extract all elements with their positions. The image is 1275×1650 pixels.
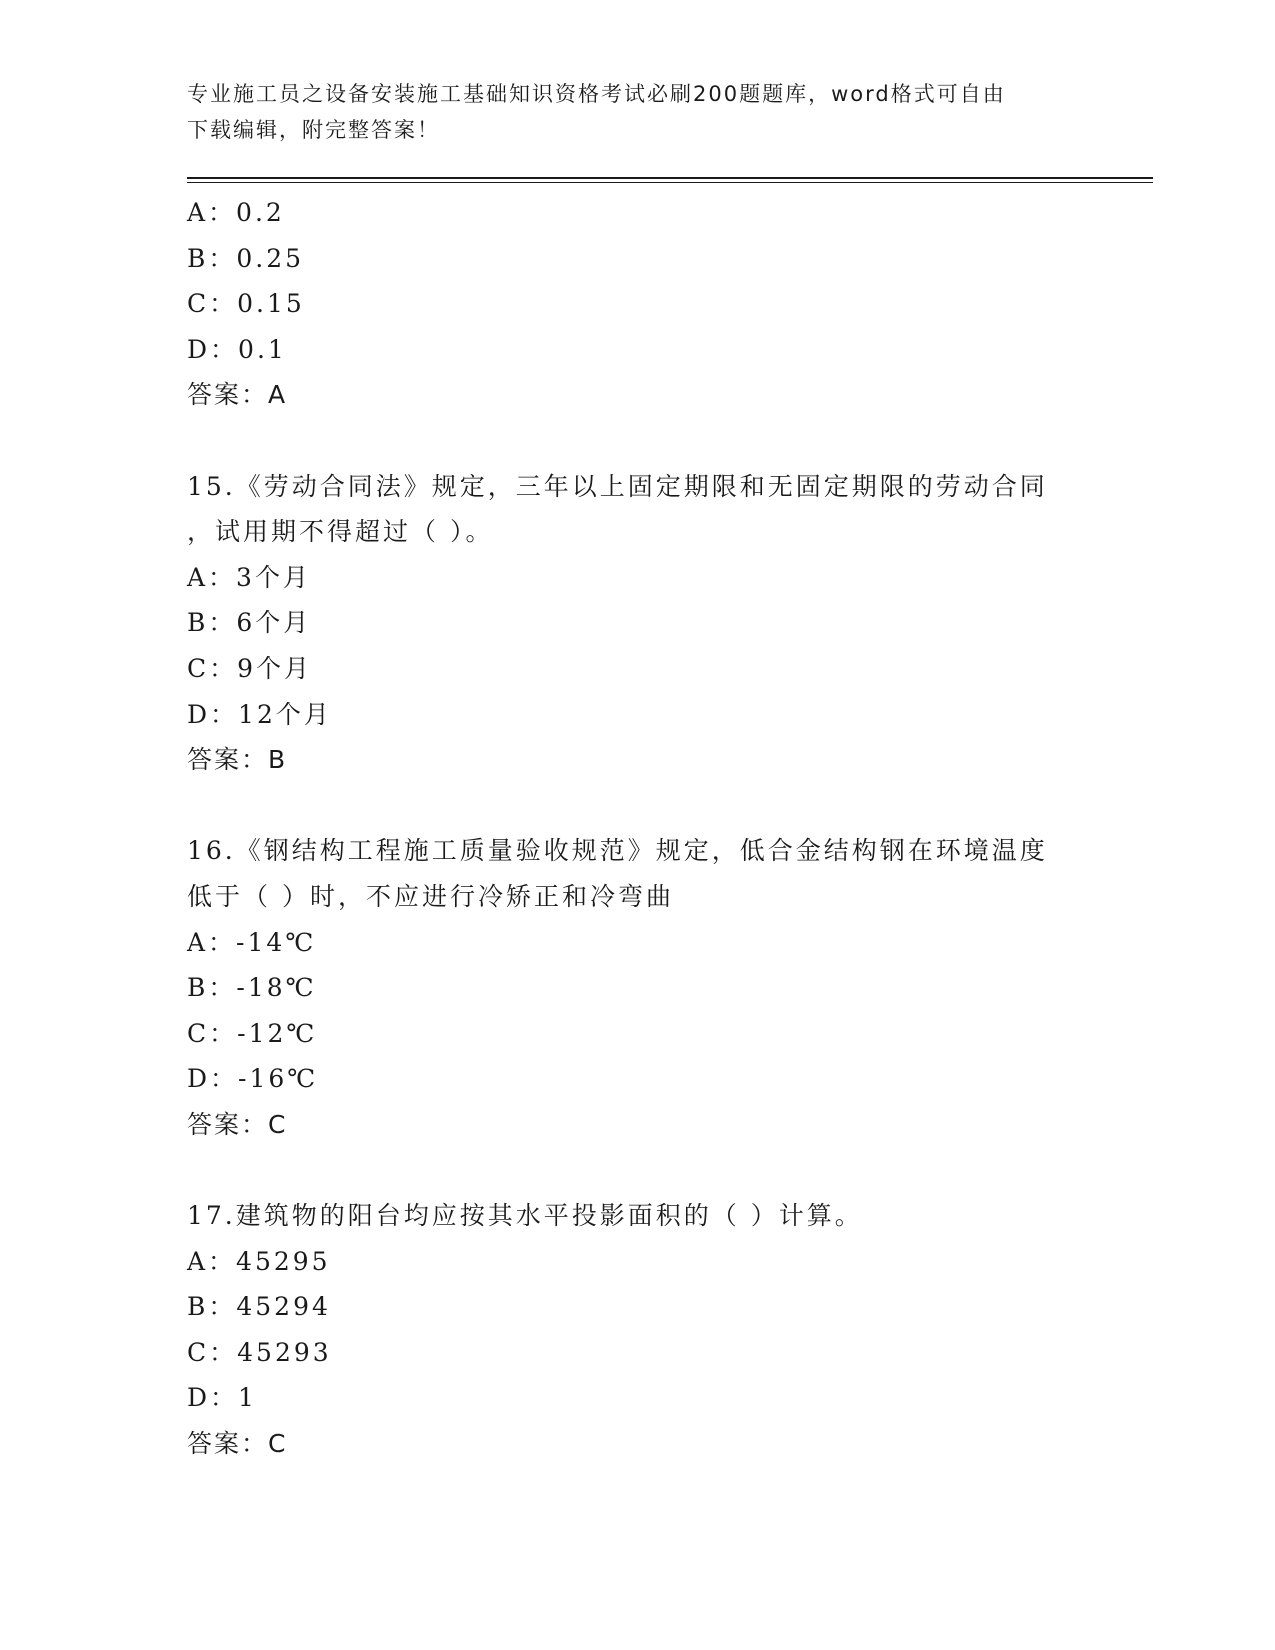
option-d: D：0.1 bbox=[187, 334, 287, 364]
question-list bbox=[187, 190, 1087, 1467]
question-stem-line-2: 低于（ ）时，不应进行冷矫正和冷弯曲 bbox=[187, 881, 674, 911]
question-stem-line-1: 15.《劳动合同法》规定，三年以上固定期限和无固定期限的劳动合同 bbox=[187, 471, 1048, 501]
header-divider-thick bbox=[187, 177, 1153, 179]
question-spacer bbox=[187, 1147, 1087, 1193]
option-d: D：12个月 bbox=[187, 699, 332, 729]
question-16 bbox=[187, 828, 1087, 1147]
option-a: A：0.2 bbox=[187, 198, 285, 227]
option-c: C：9个月 bbox=[187, 653, 313, 683]
question-spacer bbox=[187, 418, 1087, 464]
option-c: C：45293 bbox=[187, 1337, 332, 1367]
option-d: D：-16℃ bbox=[187, 1064, 319, 1094]
question-stem-line-1: 17.建筑物的阳台均应按其水平投影面积的（ ）计算。 bbox=[187, 1201, 863, 1231]
option-b: B：6个月 bbox=[187, 608, 312, 638]
answer-line: 答案：C bbox=[187, 1429, 288, 1459]
option-a: A：3个月 bbox=[187, 562, 311, 592]
option-c: C：-12℃ bbox=[187, 1018, 318, 1048]
option-d: D：1 bbox=[187, 1383, 257, 1413]
option-a: A：-14℃ bbox=[187, 927, 317, 957]
option-b: B：-18℃ bbox=[187, 973, 317, 1003]
option-b: B：45294 bbox=[187, 1292, 331, 1322]
question-15 bbox=[187, 464, 1087, 783]
option-a: A：45295 bbox=[187, 1246, 331, 1276]
answer-line: 答案：B bbox=[187, 745, 288, 775]
header-title-line-2: 下载编辑，附完整答案！ bbox=[187, 118, 440, 142]
header-divider-thin bbox=[187, 182, 1153, 183]
question-spacer bbox=[187, 783, 1087, 829]
question-stem-line-1: 16.《钢结构工程施工质量验收规范》规定，低合金结构钢在环境温度 bbox=[187, 836, 1048, 866]
option-b: B：0.25 bbox=[187, 243, 305, 273]
question-17 bbox=[187, 1193, 1087, 1467]
answer-line: 答案：A bbox=[187, 380, 288, 410]
answer-line: 答案：C bbox=[187, 1109, 288, 1139]
question-stem-line-2: ，试用期不得超过（ ）。 bbox=[187, 517, 494, 547]
header-title-line-1: 专业施工员之设备安装施工基础知识资格考试必刷200题题库，word格式可自由 bbox=[187, 82, 1006, 106]
document-header bbox=[187, 76, 1067, 148]
question-14 bbox=[187, 190, 1087, 418]
option-c: C：0.15 bbox=[187, 289, 305, 319]
